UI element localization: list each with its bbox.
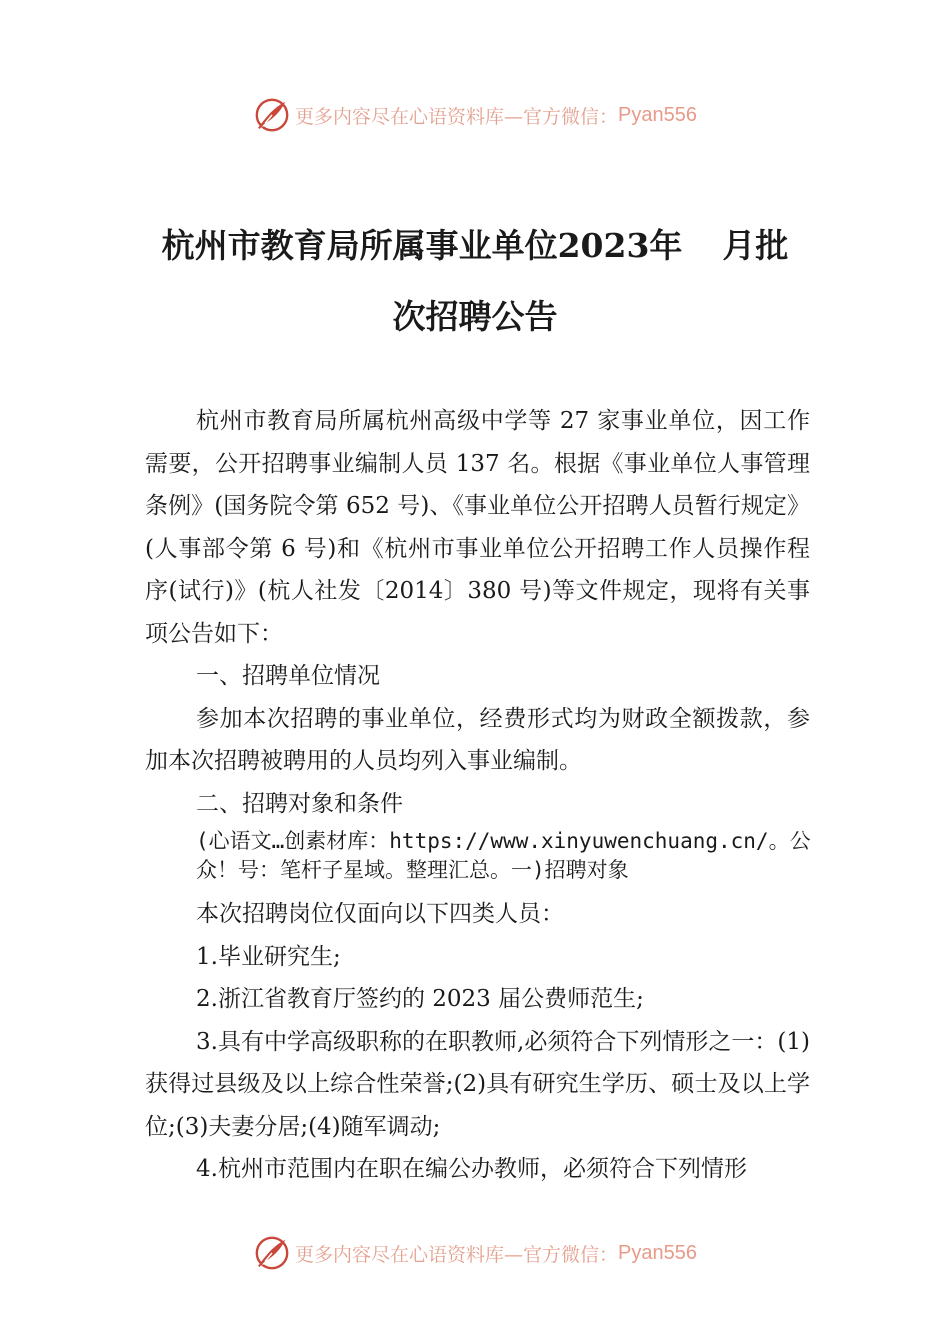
targets-intro: 本次招聘岗位仅面向以下四类人员： [196,901,564,927]
list-item: 1.毕业研究生; [196,943,341,970]
watermark-text: 更多内容尽在心语资料库—官方微信： [295,1243,619,1266]
section-heading-1: 一、招聘单位情况 [196,663,380,689]
feather-pen-logo-icon [253,1234,291,1272]
document-title-line-2: 次招聘公告 [392,297,558,336]
list-item: 2.浙江省教育厅签约的 2023 届公费师范生; [196,986,644,1012]
feather-pen-logo-icon [253,96,291,134]
document-title-line-1 [90,210,860,281]
watermark-header [0,96,950,134]
watermark-handle: Pyan556 [618,1241,697,1264]
section-1-paragraph: 参加本次招聘的事业单位，经费形式均为财政全额拨款，参加本次招聘被聘用的人员均列入事业编制。 [145,705,810,774]
document-body [145,400,810,1191]
list-item: 3.具有中学高级职称的在职教师,必须符合下列情形之一：(1)获得过县级及以上综合性荣誉;(2)具有研究生学历、硕士及以上学位;(3)夫妻分居;(4)随军调动; [145,1028,810,1140]
intro-paragraph: 杭州市教育局所属杭州高级中学等 27 家事业单位，因工作需要，公开招聘事业编制人员 137 名。根据《事业单位人事管理条例》(国务院令第 652 号)、《事业单位公开招聘人员暂行规定》(人事部令第 6 号)和《杭州市事业单位公开招聘工作人员操作程序(试行)》(杭人社发〔2014〕380 号)等文件规定，现将有关事项公告如下： [145,408,810,647]
section-heading-2: 二、招聘对象和条件 [196,790,403,817]
watermark-handle: Pyan556 [618,103,697,126]
title-part-a: 杭州市教育局所属事业单位2023年 [161,226,683,265]
source-note-paragraph: (心语文…创素材库：https://www.xinyuwenchuang.cn/。公众！号：笔杆子星域。整理汇总。一)招聘对象 [196,829,811,882]
watermark-footer [0,1234,950,1272]
watermark-text: 更多内容尽在心语资料库—官方微信： [295,105,619,128]
title-part-b: 月批 [722,226,789,265]
list-item: 4.杭州市范围内在职在编公办教师，必须符合下列情形 [196,1156,747,1182]
